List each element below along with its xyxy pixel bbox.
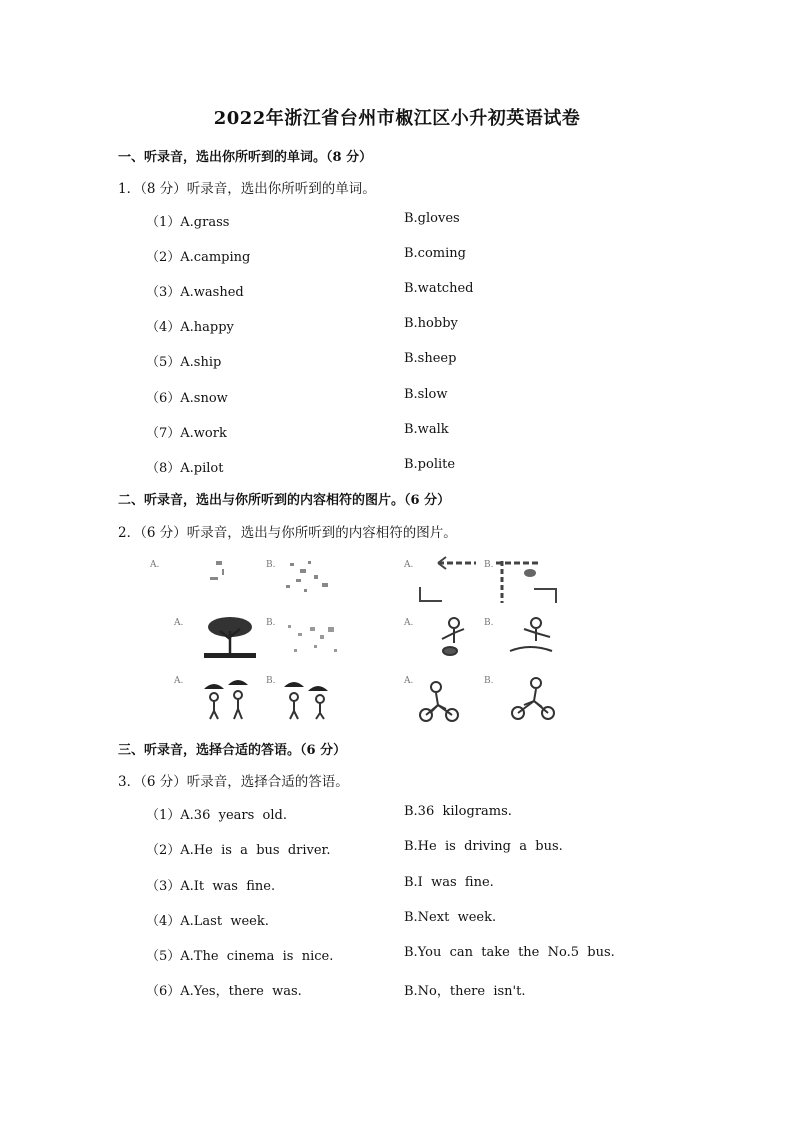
question-2: 2．（6 分）听录音，选出与你所听到的内容相符的图片。 [118,525,457,541]
option-a: （3）A.washed [146,285,244,300]
label-b: B. [266,560,276,570]
person-picture-b [510,618,552,651]
option-a: （2）A.He is a bus driver. [146,843,331,858]
children-umbrella-picture-b [284,682,328,719]
list-item [146,910,706,930]
section-3-heading: 三、听录音，选择合适的答语。（6 分） [118,743,347,758]
option-b: B.hobby [404,316,458,331]
option-a: （5）A.The cinema is nice. [146,949,334,964]
list-item [146,351,706,371]
option-b: B.sheep [404,351,457,366]
option-a: （6）A.Yes，there was. [146,984,302,999]
label-a: A. [404,560,414,570]
tree-picture-a [204,617,256,658]
option-b: B.watched [404,281,474,296]
label-a: A. [174,618,184,628]
option-a: （1）A.36 years old. [146,808,287,823]
person-picture-a [442,618,464,655]
speckle-picture-a [210,561,224,580]
option-a: （5）A.ship [146,355,222,370]
list-item [146,422,706,442]
list-item [146,457,706,477]
page-title: 2022年浙江省台州市椒江区小升初英语试卷 [213,108,581,129]
option-a: （4）A.happy [146,320,234,335]
label-b: B. [484,676,494,686]
label-b: B. [484,560,494,570]
list-item [146,875,706,895]
question-1: 1．（8 分）听录音，选出你所听到的单词。 [118,181,376,197]
label-b: B. [266,618,276,628]
option-a: （3）A.It was fine. [146,879,276,894]
list-item [146,281,706,301]
option-b: B.He is driving a bus. [404,839,563,854]
option-b: B.walk [404,422,449,437]
label-a: A. [404,618,414,628]
list-item [146,211,706,231]
option-b: B.polite [404,457,456,472]
option-a: （6）A.snow [146,391,228,406]
list-item [146,945,706,965]
label-b: B. [266,676,276,686]
option-a: （1）A.grass [146,215,230,230]
children-umbrella-picture-a [204,680,248,719]
list-item [146,387,706,407]
list-item [146,246,706,266]
list-item [146,839,706,859]
picture-grid [138,553,560,725]
label-a: A. [174,676,184,686]
label-a: A. [150,560,160,570]
option-a: （8）A.pilot [146,461,224,476]
option-b: B.Next week. [404,910,497,925]
question-3: 3．（6 分）听录音，选择合适的答语。 [118,774,349,790]
list-item [146,316,706,336]
option-b: B.gloves [404,211,460,226]
cyclist-picture-b [512,678,554,719]
option-a: （2）A.camping [146,250,251,265]
leaves-picture-b [288,625,337,652]
speckle-picture-b [286,561,328,592]
option-b: B.No，there isn't. [404,984,526,999]
cyclist-picture-a [420,682,458,721]
arrow-picture-b [496,561,556,603]
picture-options [138,553,560,725]
section-1-heading: 一、听录音，选出你所听到的单词。（8 分） [118,150,373,165]
option-b: B.coming [404,246,466,261]
option-b: B.slow [404,387,448,402]
option-b: B.36 kilograms. [404,804,512,819]
option-b: B.I was fine. [404,875,494,890]
section-2-heading: 二、听录音，选出与你所听到的内容相符的图片。（6 分） [118,493,451,508]
option-a: （4）A.Last week. [146,914,269,929]
label-b: B. [484,618,494,628]
list-item [146,980,706,1000]
option-a: （7）A.work [146,426,227,441]
arrow-picture-a [420,557,476,601]
label-a: A. [404,676,414,686]
list-item [146,804,706,824]
option-b: B.You can take the No.5 bus. [404,945,615,960]
